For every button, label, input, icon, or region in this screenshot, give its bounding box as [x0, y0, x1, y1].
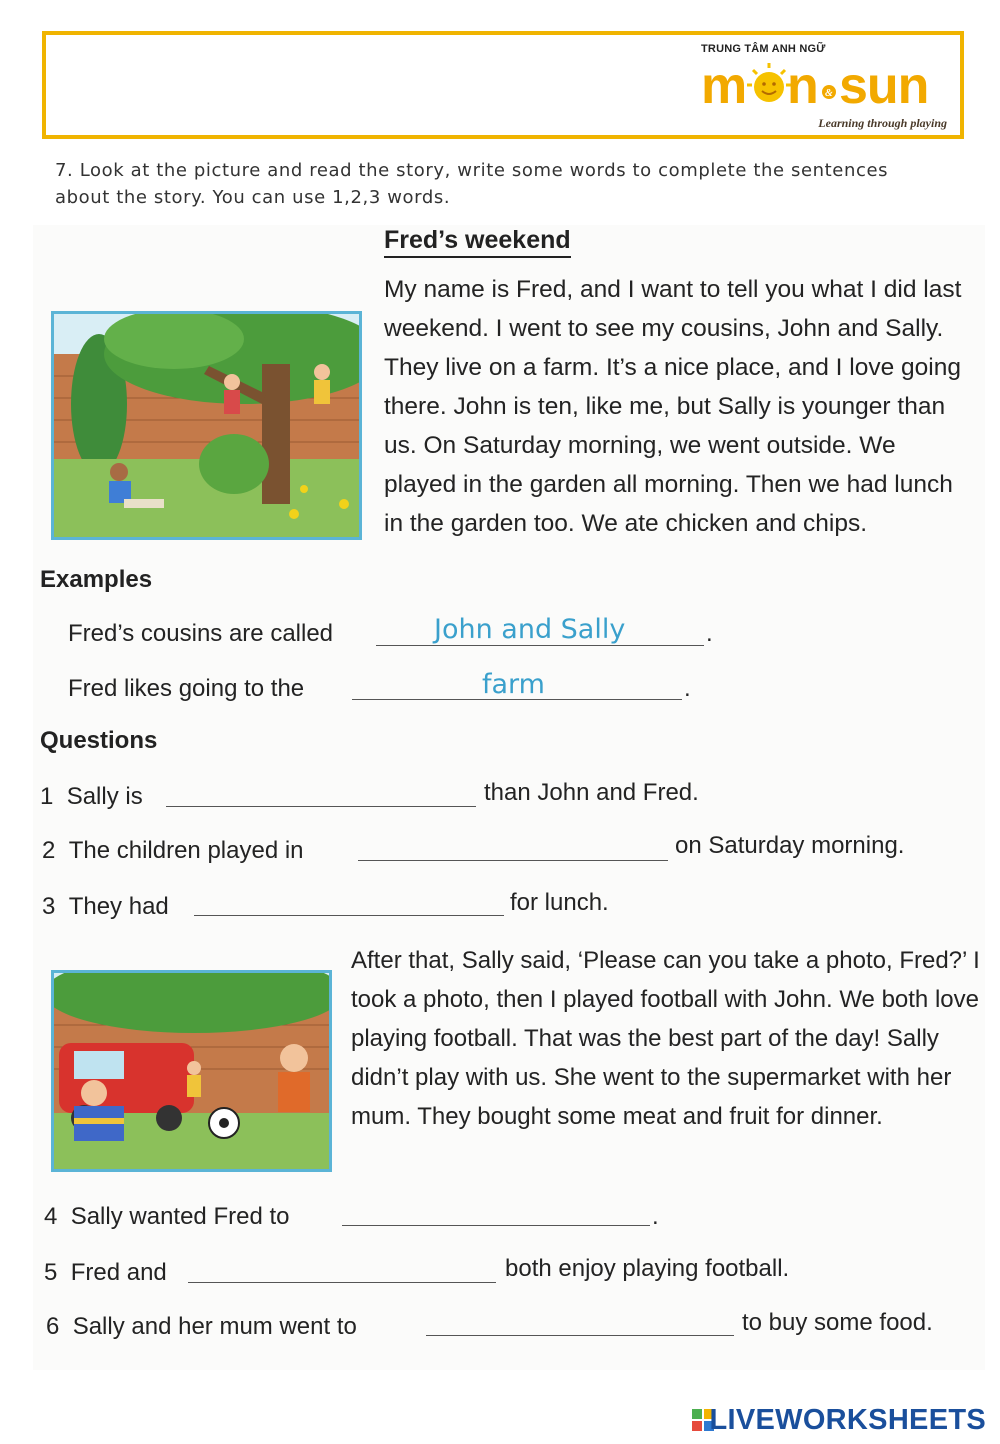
example-2-answer: farm — [482, 669, 545, 700]
question-5-end: both enjoy playing football. — [505, 1255, 790, 1282]
example-2-end: . — [684, 675, 691, 702]
answer-blank-3[interactable] — [194, 915, 504, 916]
svg-text:sun: sun — [839, 57, 929, 115]
question-prompt: Sally is — [66, 783, 143, 810]
instruction-text: 7. Look at the picture and read the story, write some words to complete the sentences about the story. You can use 1,2,3 words. — [55, 160, 889, 208]
answer-blank-4[interactable] — [342, 1225, 650, 1226]
question-2 — [42, 837, 304, 865]
svg-text:n: n — [787, 57, 818, 115]
football-illustration — [51, 970, 332, 1172]
question-3 — [42, 893, 169, 921]
answer-blank-5[interactable] — [188, 1282, 496, 1283]
question-1-end: than John and Fred. — [484, 779, 699, 806]
question-1 — [40, 783, 143, 811]
question-6-end: to buy some food. — [742, 1309, 933, 1336]
svg-text:&: & — [825, 88, 832, 99]
example-1-end: . — [706, 620, 713, 647]
question-number: 6 — [46, 1313, 60, 1340]
question-number: 1 — [40, 783, 54, 810]
monsun-logo — [697, 43, 955, 135]
example-2-prompt: Fred likes going to the — [68, 675, 305, 702]
question-2-end: on Saturday morning. — [675, 832, 905, 859]
story-title: Fred’s weekend — [384, 226, 571, 258]
question-3-end: for lunch. — [510, 889, 609, 916]
story-paragraph-1: My name is Fred, and I want to tell you what I did last weekend. I went to see my cousins, John and Sally. They live on a farm. It’s a nice place, and I love going there. John is ten, like me, but Sally is younger than us. On Saturday morning, we went outside. We played in the garden all morning. Then we had lunch in the garden too. We ate chicken and chips. — [384, 276, 962, 537]
answer-blank-6[interactable] — [426, 1335, 734, 1336]
question-number: 4 — [44, 1203, 58, 1230]
question-6 — [46, 1313, 357, 1341]
logo-top-text: TRUNG TÂM ANH NGỮ — [701, 43, 826, 55]
question-prompt: Sally and her mum went to — [72, 1313, 357, 1340]
example-1-answer: John and Sally — [434, 614, 626, 645]
question-prompt: They had — [68, 893, 169, 920]
example-1-blank — [376, 645, 704, 646]
garden-tree-illustration — [51, 311, 362, 540]
question-4-end: . — [652, 1203, 659, 1230]
answer-blank-1[interactable] — [166, 806, 476, 807]
question-number: 2 — [42, 837, 56, 864]
question-number: 5 — [44, 1259, 58, 1286]
story-paragraph-2: After that, Sally said, ‘Please can you take a photo, Fred?’ I took a photo, then I played football with John. We both love playing football. That was the best part of the day! Sally didn’t play with us. She went to the supermarket with her mum. They bought some meat and fruit for dinner. — [351, 947, 980, 1130]
svg-text:m: m — [701, 57, 747, 115]
examples-heading: Examples — [40, 566, 153, 593]
question-number: 3 — [42, 893, 56, 920]
question-5 — [44, 1259, 167, 1287]
logo-brand-mark — [701, 57, 951, 117]
liveworksheets-brand[interactable]: LIVEWORKSHEETS — [709, 1404, 986, 1436]
question-prompt: Fred and — [70, 1259, 167, 1286]
logo-tagline: Learning through playing — [818, 116, 947, 130]
question-prompt: The children played in — [68, 837, 304, 864]
example-1-prompt: Fred’s cousins are called — [68, 620, 334, 647]
questions-heading: Questions — [40, 727, 158, 754]
question-prompt: Sally wanted Fred to — [70, 1203, 290, 1230]
answer-blank-2[interactable] — [358, 860, 668, 861]
question-4 — [44, 1203, 289, 1231]
